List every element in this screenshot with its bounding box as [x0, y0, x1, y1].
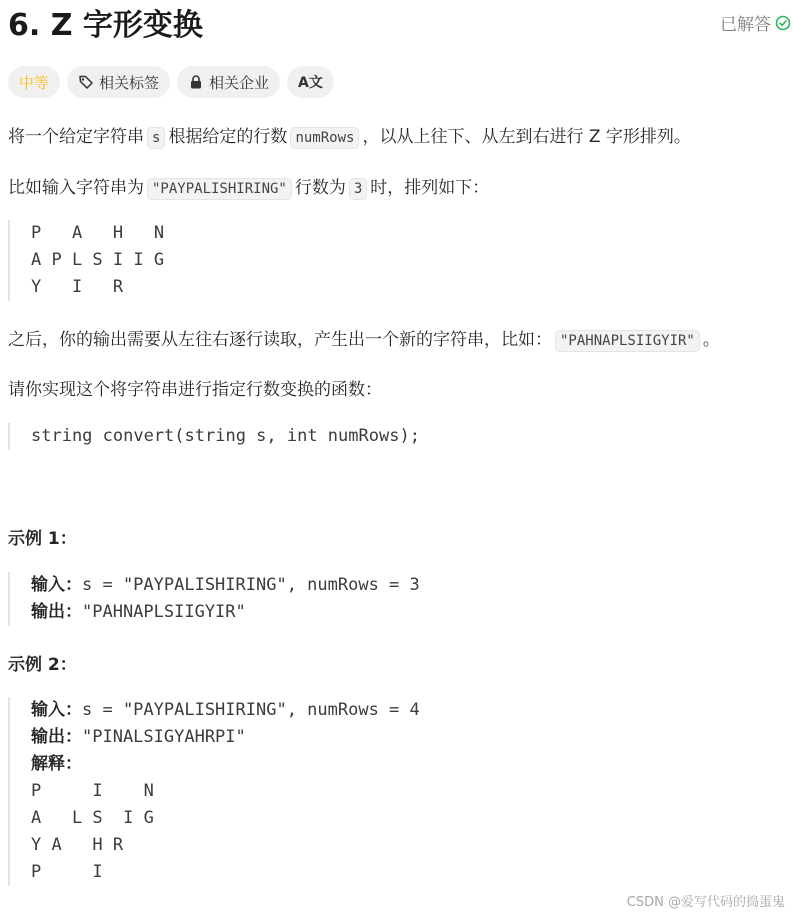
related-companies-label: 相关企业 — [209, 73, 270, 92]
description-paragraph-1: 将一个给定字符串 s 根据给定的行数 numRows ，以从上往下、从左到右进行 Z 字形排列。 — [8, 127, 691, 147]
lock-icon — [188, 74, 204, 90]
watermark: CSDN @爱写代码的捣蛋鬼 — [626, 895, 785, 910]
related-topics-label: 相关标签 — [99, 73, 160, 92]
inline-code-rows: 3 — [349, 178, 367, 200]
inline-code-input-string: "PAYPALISHIRING" — [147, 178, 292, 200]
example-2-input-label: 输入： — [31, 700, 82, 720]
example-1-input-label: 输入： — [31, 575, 82, 595]
related-topics-button[interactable] — [67, 66, 170, 98]
inline-code-output-string: "PAHNAPLSIIGYIR" — [555, 330, 700, 352]
related-companies-button[interactable] — [177, 66, 280, 98]
inline-code-numrows: numRows — [290, 127, 359, 149]
translate-icon: A文 — [298, 75, 323, 91]
example-2-explain-label: 解释： — [31, 754, 82, 774]
check-circle-icon — [775, 15, 791, 31]
solved-status[interactable] — [720, 10, 791, 35]
inline-code-s: s — [147, 127, 165, 149]
example-2-input: s = "PAYPALISHIRING", numRows = 4 — [82, 700, 420, 720]
example-2-heading: 示例 2： — [8, 655, 77, 675]
example-1-block — [8, 572, 420, 626]
example-2-output: "PINALSIGYAHRPI" — [82, 727, 246, 747]
difficulty-badge — [8, 66, 60, 98]
example-1-output: "PAHNAPLSIIGYIR" — [82, 602, 246, 622]
example-1-input: s = "PAYPALISHIRING", numRows = 3 — [82, 575, 420, 595]
example-1-heading: 示例 1： — [8, 529, 77, 549]
description-paragraph-2: 比如输入字符串为 "PAYPALISHIRING" 行数为 3 时，排列如下： — [8, 178, 490, 198]
example-2-output-label: 输出： — [31, 727, 82, 747]
solved-label: 已解答 — [720, 15, 771, 35]
translate-button[interactable] — [287, 66, 334, 98]
tag-bar — [8, 66, 334, 98]
example-2-block: 输入：s = "PAYPALISHIRING", numRows = 4 输出："PINALSIGYAHRPI" 解释： P I N A L S I G Y A H R P I — [8, 697, 420, 886]
description-paragraph-4: 请你实现这个将字符串进行指定行数变换的函数： — [8, 380, 382, 400]
example-1-output-label: 输出： — [31, 602, 82, 622]
description-paragraph-3: 之后，你的输出需要从左往右逐行读取，产生出一个新的字符串，比如： "PAHNAPLSIIGYIR" 。 — [8, 330, 720, 350]
problem-title: 6. Z 字形变换 — [8, 8, 203, 43]
zigzag-block: P A H N A P L S I I G Y I R — [8, 220, 164, 301]
tag-icon — [78, 74, 94, 90]
difficulty-label: 中等 — [19, 73, 50, 92]
function-signature-block: string convert(string s, int numRows); — [8, 423, 420, 450]
